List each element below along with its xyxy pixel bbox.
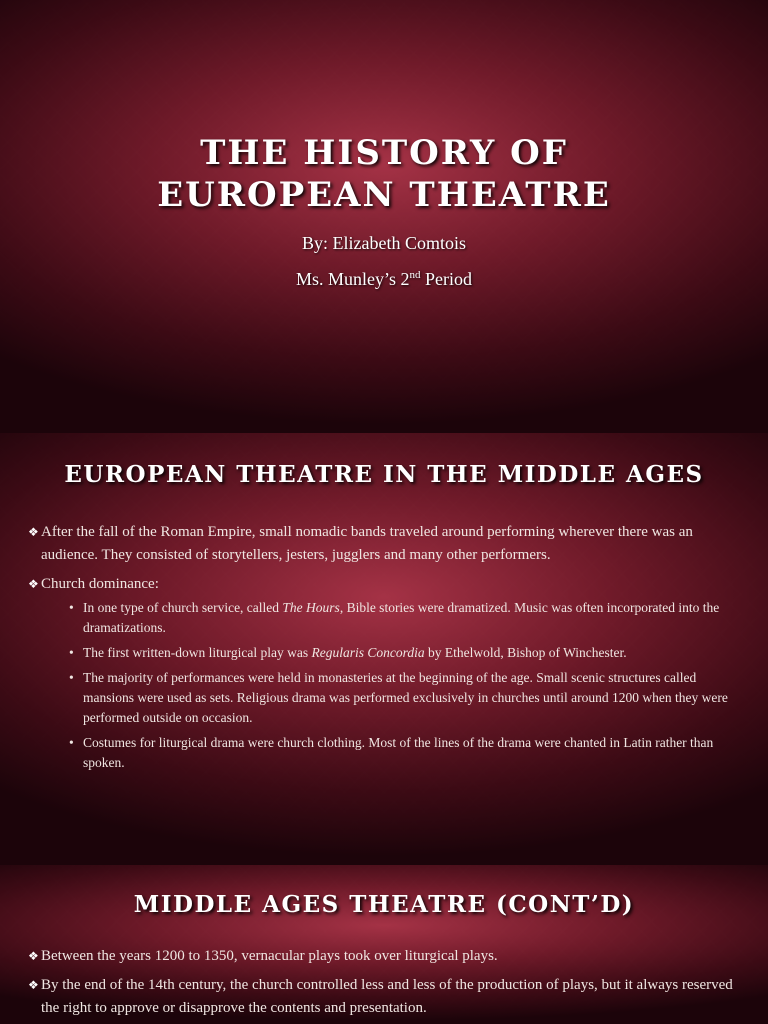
list-item: [28, 974, 746, 1020]
presentation-title: [0, 132, 768, 216]
diamond-bullet-icon: ❖: [28, 949, 39, 963]
bullet-list: [28, 945, 746, 1024]
sub-bullet-text-post: by Ethelwold, Bishop of Winchester.: [424, 645, 627, 660]
sub-bullet-italic: The Hours: [282, 600, 340, 615]
bullet-text: By the end of the 14th century, the church controlled less and less of the production of plays, but it always reserved the right to approve or disapprove the contents and presentation.: [41, 977, 733, 1016]
bullet-list: [28, 521, 746, 779]
sub-list-item: [69, 668, 746, 728]
sub-list-item: [69, 643, 746, 663]
sub-bullet-text: The majority of performances were held in monasteries at the beginning of the age. Small scenic structures called mansions were used as sets. Religious drama was performed exclusively in churches until around 1200 when they were performed outside on occasion.: [83, 670, 728, 725]
author-byline: By: Elizabeth Comtois: [302, 233, 466, 253]
list-item: [28, 945, 746, 968]
title-slide: [0, 0, 768, 433]
dot-bullet-icon: •: [69, 645, 74, 660]
sub-bullet-text: Costumes for liturgical drama were church clothing. Most of the lines of the drama were chanted in Latin rather than spoken.: [83, 735, 714, 770]
middle-ages-slide: [0, 433, 768, 865]
bullet-text: After the fall of the Roman Empire, small nomadic bands traveled around performing wherever there was an audience. They consisted of storytellers, jesters, jugglers and many other performers.: [41, 524, 693, 563]
class-period-ordinal: nd: [409, 269, 421, 281]
diamond-bullet-icon: ❖: [28, 978, 39, 992]
class-period-suffix: Period: [420, 269, 472, 289]
dot-bullet-icon: •: [69, 600, 74, 615]
bullet-text: Church dominance:: [41, 576, 159, 592]
dot-bullet-icon: •: [69, 670, 74, 685]
diamond-bullet-icon: ❖: [28, 577, 39, 591]
middle-ages-contd-slide: [0, 865, 768, 1024]
title-line-2: EUROPEAN THEATRE: [157, 175, 611, 215]
sub-bullet-italic: Regularis Concordia: [311, 645, 425, 660]
class-period-prefix: Ms. Munley’s 2: [295, 269, 410, 289]
list-item: [28, 521, 746, 567]
sub-list-item: [69, 598, 746, 638]
sub-bullet-list: [69, 598, 746, 773]
title-line-1: THE HISTORY OF: [200, 133, 568, 173]
list-item: [28, 573, 746, 773]
sub-bullet-text-post: , Bible stories were dramatized. Music was often incorporated into the dramatizations.: [83, 600, 720, 635]
sub-list-item: [69, 733, 746, 773]
sub-bullet-text-pre: The first written-down liturgical play was: [83, 645, 312, 660]
slide-heading: MIDDLE AGES THEATRE (CONT’D): [133, 891, 635, 918]
dot-bullet-icon: •: [69, 735, 74, 750]
sub-bullet-text-pre: In one type of church service, called: [83, 600, 283, 615]
class-period: [0, 269, 768, 290]
slide-heading: EUROPEAN THEATRE IN THE MIDDLE AGES: [64, 461, 704, 488]
bullet-text: Between the years 1200 to 1350, vernacular plays took over liturgical plays.: [41, 948, 498, 964]
diamond-bullet-icon: ❖: [28, 525, 39, 539]
